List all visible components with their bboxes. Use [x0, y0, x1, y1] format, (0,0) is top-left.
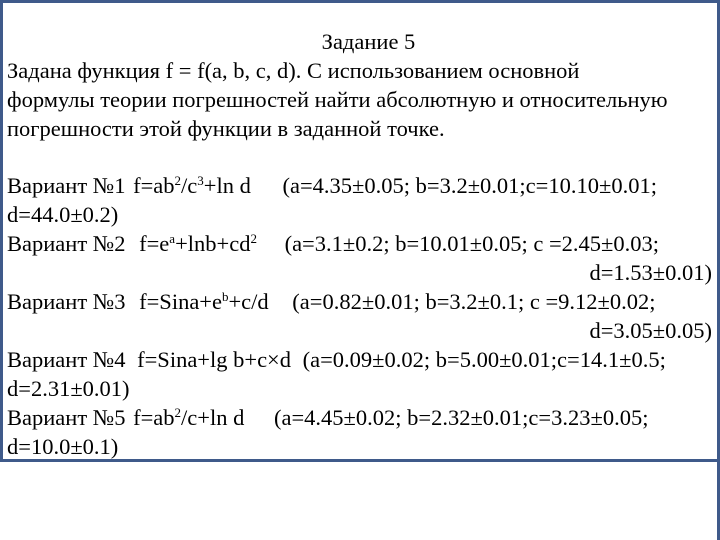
variant-1-values: (a=4.35±0.05; b=3.2±0.01;c=10.10±0.01;: [282, 173, 657, 198]
frame-top-border: [0, 0, 720, 3]
variant-2-values-cont: d=1.53±0.01): [589, 260, 712, 285]
formula-part: /c+ln d: [181, 405, 245, 430]
variant-5-label: Вариант №5: [7, 405, 126, 430]
formula-part: f=e: [139, 231, 170, 256]
variant-4-line: [7, 345, 712, 374]
variant-5-values-cont: d=10.0±0.1): [7, 434, 119, 459]
variant-5-line: [7, 403, 712, 432]
variant-3-values-cont: d=3.05±0.05): [589, 318, 712, 343]
formula-exponent: 2: [174, 405, 182, 420]
formula-exponent: a: [169, 231, 176, 246]
slide-content: [7, 27, 712, 461]
formula-part: /c: [181, 173, 198, 198]
variant-1-values-cont: d=44.0±0.2): [7, 202, 119, 227]
variant-4-values-cont: d=2.31±0.01): [7, 376, 130, 401]
formula-part: +lnb+cd: [175, 231, 251, 256]
variant-3-values: (a=0.82±0.01; b=3.2±0.1; c =9.12±0.02;: [292, 289, 656, 314]
variant-2-line: [7, 229, 712, 258]
formula-exponent: 3: [197, 173, 204, 188]
variant-2-values: (a=3.1±0.2; b=10.01±0.05; c =2.45±0.03;: [284, 231, 660, 256]
variant-3-label: Вариант №3: [7, 289, 126, 314]
task-line: Задана функция f = f(a, b, c, d). С использованием основной: [7, 58, 580, 83]
formula-exponent: 2: [250, 231, 257, 246]
variant-3-formula: [139, 289, 269, 314]
variant-2-label: Вариант №2: [7, 231, 126, 256]
task-line: погрешности этой функции в заданной точке.: [7, 116, 445, 141]
formula-exponent: 2: [174, 173, 182, 188]
slide-title: Задание 5: [321, 29, 416, 54]
formula-exponent: b: [221, 289, 229, 304]
variant-2-formula: [139, 231, 257, 256]
variant-3-line: [7, 287, 712, 316]
formula-part: f=ab: [133, 173, 175, 198]
variant-1-formula: [133, 173, 251, 198]
formula-part: +ln d: [203, 173, 251, 198]
formula-part: f=ab: [133, 405, 175, 430]
formula-part: f=Sina+e: [139, 289, 222, 314]
variant-4-formula: f=Sina+lg b+c×d: [137, 347, 291, 372]
variant-1-line: [7, 171, 712, 200]
formula-part: +c/d: [228, 289, 269, 314]
variant-5-formula: [133, 405, 244, 430]
variant-4-values: (a=0.09±0.02; b=5.00±0.01;c=14.1±0.5;: [302, 347, 666, 372]
task-statement: [7, 56, 712, 143]
task-line: формулы теории погрешностей найти абсолютную и относительную: [7, 87, 668, 112]
variant-4-label: Вариант №4: [7, 347, 126, 372]
variant-5-values: (a=4.45±0.02; b=2.32±0.01;c=3.23±0.05;: [273, 405, 649, 430]
spacer: [7, 143, 712, 171]
variant-1-label: Вариант №1: [7, 173, 126, 198]
frame-left-border: [0, 0, 3, 462]
